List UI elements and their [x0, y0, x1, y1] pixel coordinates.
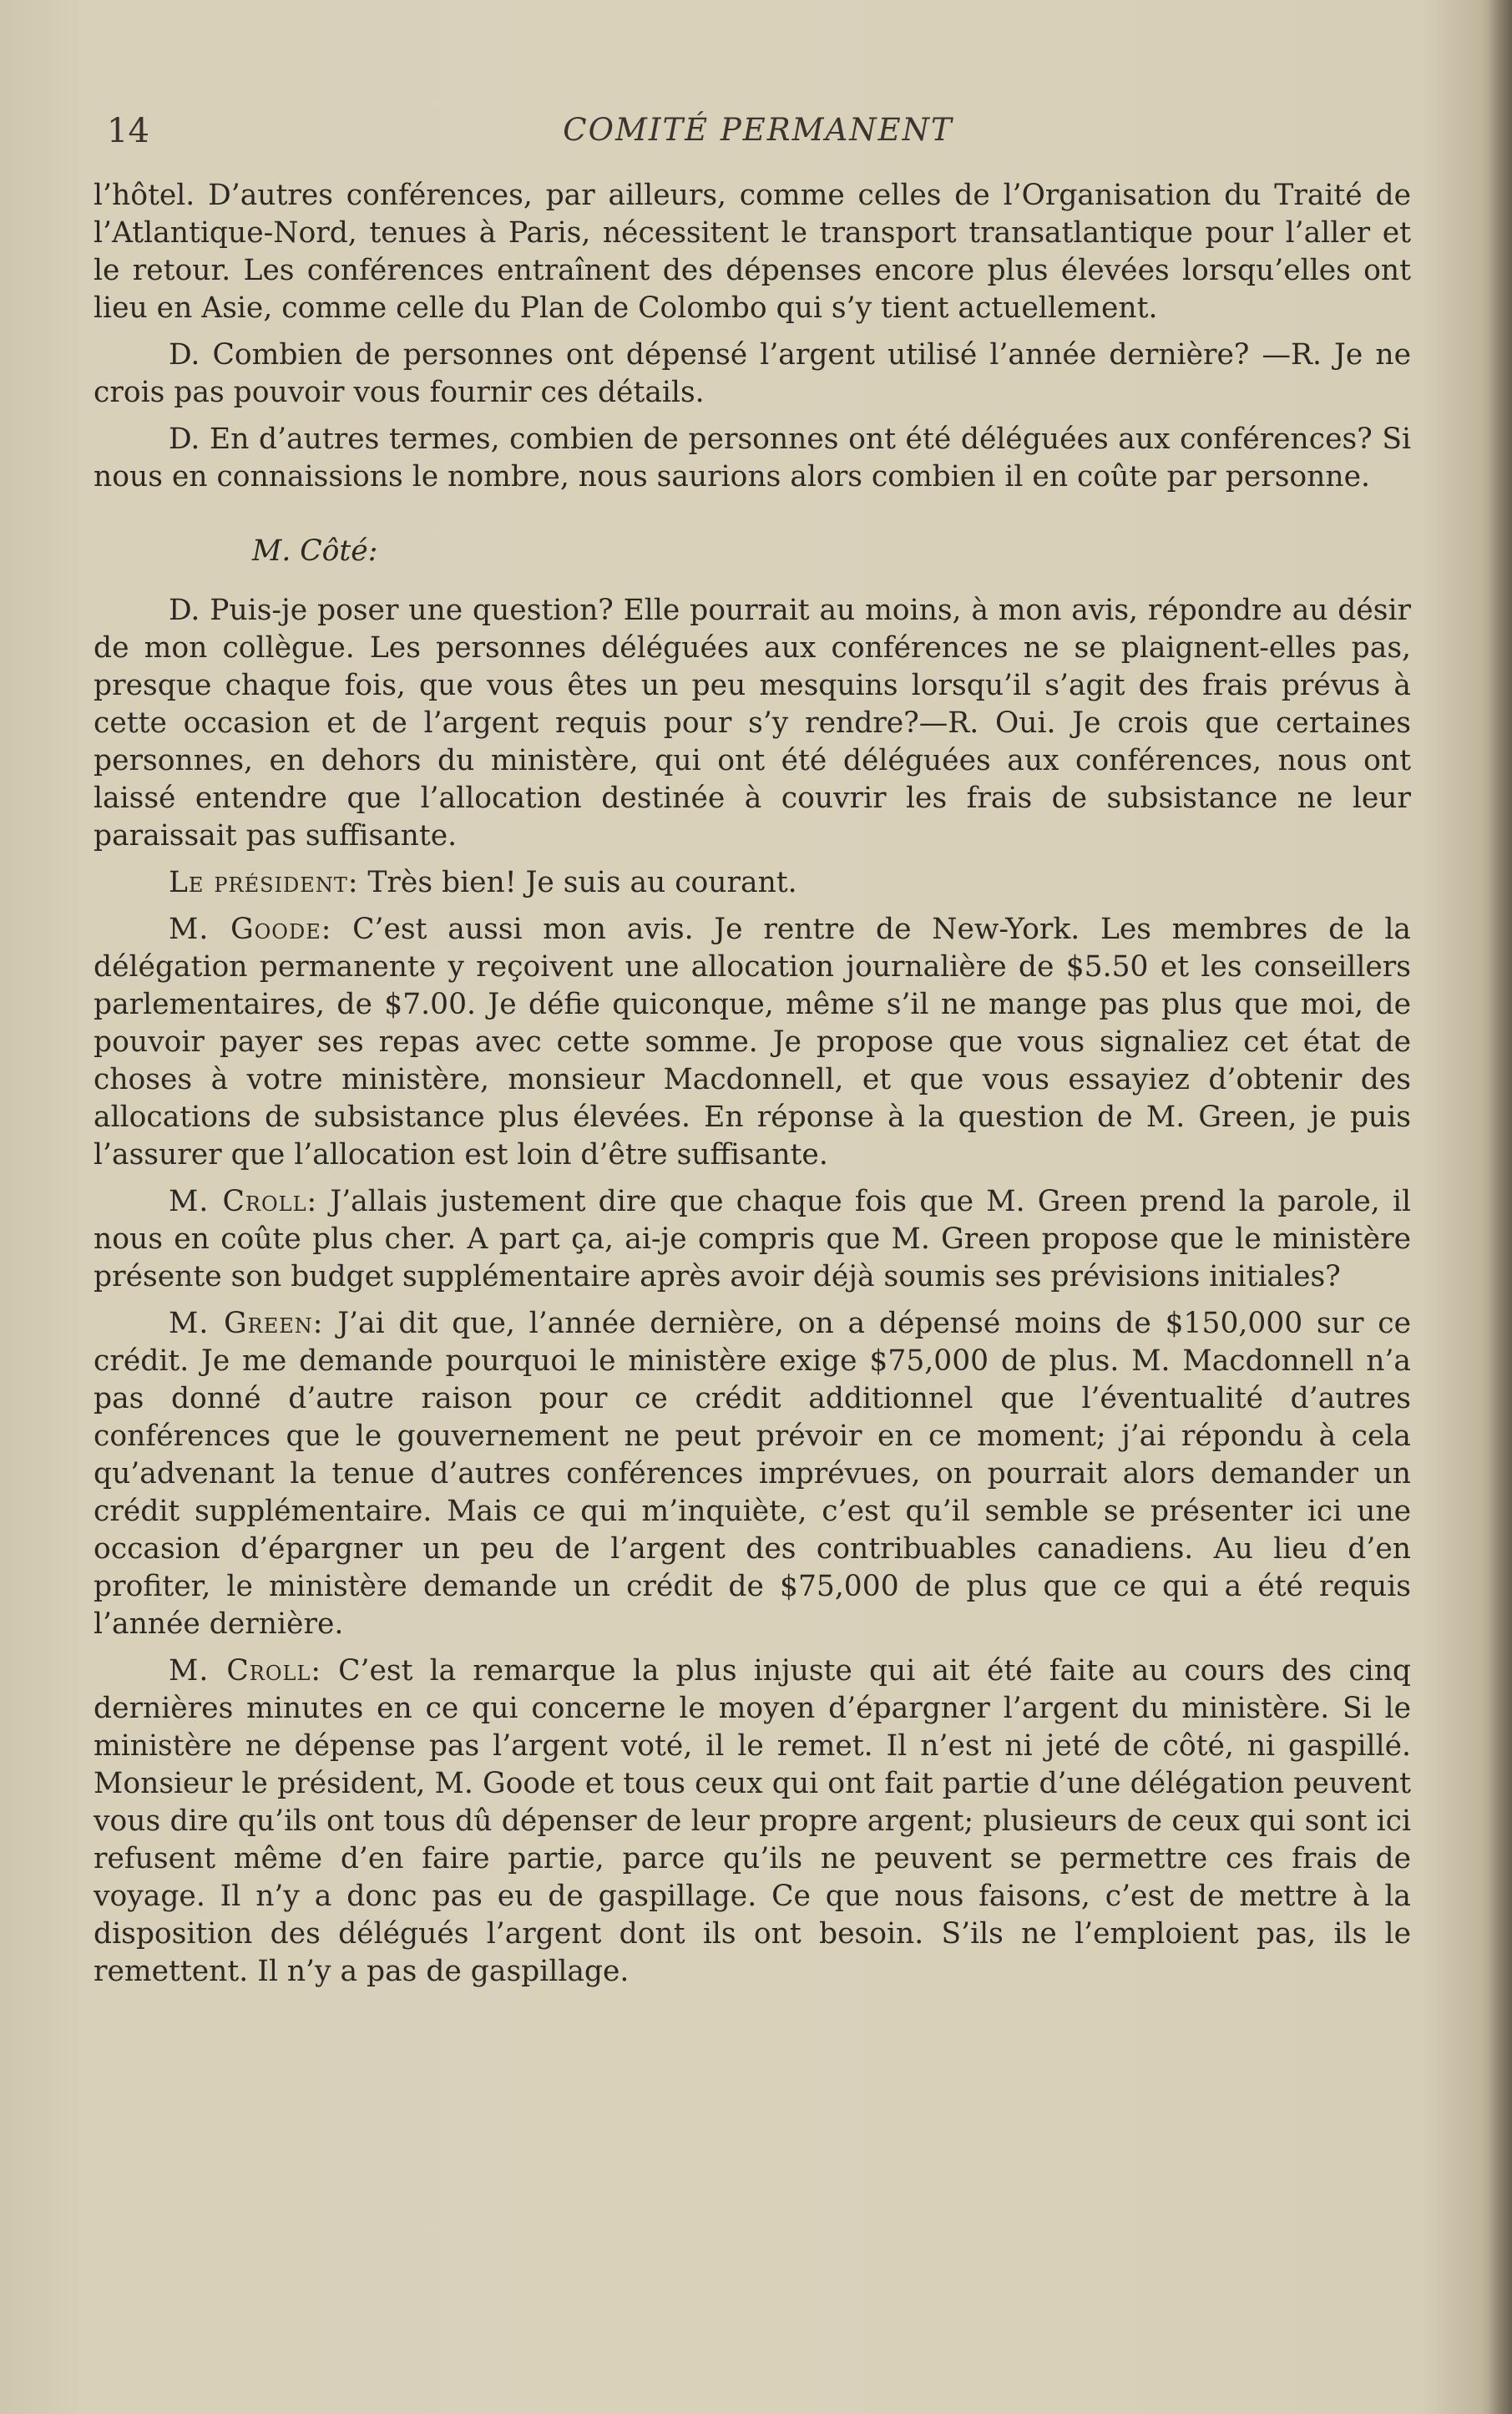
question-paragraph: [94, 592, 1411, 855]
speech-paragraph: [94, 911, 1411, 1174]
paragraph-text: D. En d’autres termes, combien de personnes ont été déléguées aux conférences? Si nous en connaissions le nombre, nous saurions alors combien il en coûte par personne.: [94, 423, 1411, 493]
page-number: 14: [107, 112, 149, 150]
paragraph-text: l’hôtel. D’autres conférences, par ailleurs, comme celles de l’Organisation du Traité de l’Atlantique-Nord, tenues à Paris, nécessitent le transport transatlantique pour l’aller et le retour. Les conférences entraînent des dépenses encore plus élevées lorsqu’elles ont lieu en Asie, comme celle du Plan de Colombo qui s’y tient actuellement.: [94, 179, 1411, 325]
question-paragraph: [94, 421, 1411, 496]
speech-paragraph: [94, 1652, 1411, 1991]
speech-paragraph: [94, 1183, 1411, 1296]
paragraph-text: D. Combien de personnes ont dépensé l’argent utilisé l’année dernière? —R. Je ne crois pas pouvoir vous fournir ces détails.: [94, 338, 1411, 409]
speaker-heading-text: M. Côté:: [252, 534, 378, 568]
speaker-name: M. Green:: [169, 1307, 324, 1340]
speaker-name: Le président:: [169, 866, 359, 899]
running-header: [107, 112, 1409, 162]
paragraph-text: Très bien! Je suis au courant.: [358, 866, 797, 899]
paragraph: [94, 177, 1411, 327]
paragraph-text: C’est la remarque la plus injuste qui ait été faite au cours des cinq dernières minutes en ce qui concerne le moyen d’épargner l’argent du ministère. Si le ministère ne dépense pas l’argent voté, il le remet. Il n’est ni jeté de côté, ni gaspillé. Monsieur le président, M. Goode et tous ceux qui ont fait partie d’une délégation peuvent vous dire qu’ils ont tous dû dépenser de leur propre argent; plusieurs de ceux qui sont ici refusent même d’en faire partie, parce qu’ils ne peuvent se permettre ces frais de voyage. Il n’y a donc pas eu de gaspillage. Ce que nous faisons, c’est de mettre à la disposition des délégués l’argent dont ils ont besoin. S’ils ne l’emploient pas, ils le remettent. Il n’y a pas de gaspillage.: [94, 1654, 1411, 1988]
paragraph-text: D. Puis-je poser une question? Elle pourrait au moins, à mon avis, répondre au désir de mon collègue. Les personnes déléguées aux conférences ne se plaignent-elles pas, presque chaque fois, que vous êtes un peu mesquins lorsqu’il s’agit des frais prévus à cette occasion et de l’argent requis pour s’y rendre?—R. Oui. Je crois que certaines personnes, en dehors du ministère, qui ont été déléguées aux conférences, nous ont laissé entendre que l’allocation destinée à couvrir les frais de subsistance ne leur paraissait pas suffisante.: [94, 594, 1411, 853]
speaker-name: M. Goode:: [169, 913, 332, 946]
page-edge-shadow: [1489, 0, 1512, 2414]
speaker-heading: [94, 533, 1411, 570]
question-paragraph: [94, 337, 1411, 412]
body-text: [94, 177, 1411, 2000]
speech-paragraph: [94, 864, 1411, 902]
speaker-name: M. Croll:: [169, 1654, 322, 1688]
speech-paragraph: [94, 1305, 1411, 1643]
running-title: COMITÉ PERMANENT: [563, 112, 953, 148]
speaker-name: M. Croll:: [169, 1185, 318, 1218]
paragraph-text: J’allais justement dire que chaque fois que M. Green prend la parole, il nous en coûte plus cher. A part ça, ai-je compris que M. Green propose que le ministère présente son budget supplémentaire après avoir déjà soumis ses prévisions initiales?: [94, 1185, 1412, 1293]
paragraph-text: J’ai dit que, l’année dernière, on a dépensé moins de $150,000 sur ce crédit. Je me demande pourquoi le ministère exige $75,000 de plus. M. Macdonnell n’a pas donné d’autre raison pour ce crédit additionnel que l’éventualité d’autres conférences que le gouvernement ne peut prévoir en ce moment; j’ai répondu à cela qu’advenant la tenue d’autres conférences imprévues, on pourrait alors demander un crédit supplémentaire. Mais ce qui m’inquiète, c’est qu’il semble se présenter ici une occasion d’épargner un peu de l’argent des contribuables canadiens. Au lieu d’en profiter, le ministère demande un crédit de $75,000 de plus que ce qui a été requis l’année dernière.: [94, 1307, 1411, 1641]
paragraph-text: C’est aussi mon avis. Je rentre de New-York. Les membres de la délégation permanente y reçoivent une allocation journalière de $5.50 et les conseillers parlementaires, de $7.00. Je défie quiconque, même s’il ne mange pas plus que moi, de pouvoir payer ses repas avec cette somme. Je propose que vous signaliez cet état de choses à votre ministère, monsieur Macdonnell, et que vous essayiez d’obtenir des allocations de subsistance plus élevées. En réponse à la question de M. Green, je puis l’assurer que l’allocation est loin d’être suffisante.: [94, 913, 1411, 1172]
